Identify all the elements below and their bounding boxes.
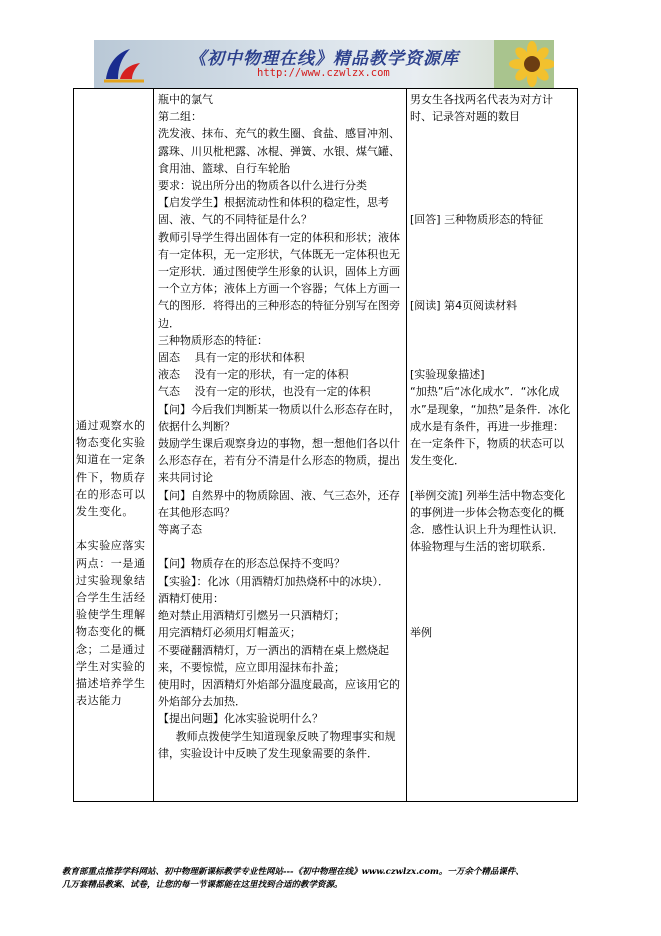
- student-paragraph: [410, 177, 574, 194]
- student-paragraph: [举例交流] 列举生活中物态变化的事例进一步体会物态变化的概念．感性认识上升为理性认识．体验物理与生活的密切联系．: [410, 488, 566, 554]
- student-paragraph: [410, 125, 574, 142]
- student-paragraph: [410, 280, 574, 297]
- student-paragraph: [410, 555, 574, 572]
- header-banner: [94, 40, 554, 88]
- table-divider-1: [153, 88, 154, 802]
- teacher-paragraph: [158, 538, 408, 555]
- student-paragraph: [410, 160, 574, 177]
- teacher-paragraph: 用完酒精灯必须用灯帽盖灭；: [158, 626, 301, 640]
- teacher-paragraph: 【问】自然界中的物质除固、液、气三态外，还存在其他形态吗？: [158, 488, 400, 519]
- teacher-paragraph: 教师点拨使学生知道现象反映了物理事实和规律，实验设计中反映了发生现象需要的条件．: [158, 729, 396, 760]
- teacher-paragraph: 不要碰翻酒精灯，万一洒出的酒精在桌上燃烧起来，不要惊慌，应立即用湿抹布扑盖；: [158, 643, 389, 674]
- table-border-left: [73, 88, 74, 802]
- student-paragraph: [410, 246, 574, 263]
- page-footer: [62, 866, 607, 892]
- student-paragraph: [410, 573, 574, 590]
- student-paragraph: [阅读] 第4页阅读材料: [410, 299, 518, 313]
- student-paragraph: [410, 349, 574, 366]
- objective-spacer: [76, 520, 150, 537]
- student-activity-column: [410, 91, 574, 642]
- teacher-paragraph: 【提出问题】化冰实验说明什么？: [158, 712, 323, 726]
- lesson-plan-table: [73, 88, 578, 802]
- student-paragraph: [410, 590, 574, 607]
- footer-line: 几万套精品教案、试卷，让您的每一节课都能在这里找到合适的教学资源。: [62, 880, 343, 890]
- teacher-paragraph: 要求：说出所分出的物质各以什么进行分类: [158, 179, 367, 193]
- student-paragraph: [410, 607, 574, 624]
- teacher-paragraph: 等离子态: [158, 523, 202, 537]
- student-paragraph: [410, 143, 574, 160]
- teacher-paragraph: 固态 具有一定的形状和体积: [158, 351, 305, 365]
- student-paragraph: [410, 332, 574, 349]
- teacher-paragraph: 酒精灯使用：: [158, 591, 224, 605]
- teacher-paragraph: 【实验】：化冰（用酒精灯加热烧杯中的冰块）．: [158, 574, 389, 588]
- sunflower-icon: [494, 40, 554, 88]
- teacher-activity-column: [158, 91, 408, 762]
- table-border-top: [73, 88, 578, 89]
- objective-text: 通过观察水的物态变化实验知道在一定条件下，物质存在的形态可以发生变化。: [76, 419, 146, 519]
- student-paragraph: 男女生各找两名代表为对方计时、记录答对题的数目: [410, 93, 553, 124]
- teacher-paragraph: 三种物质形态的特征：: [158, 333, 268, 347]
- objective-text: 本实验应落实两点：一是通过实验现象结合学生生活经验使学生理解物态变化的概念；二是通过学生对实验的描述培养学生表达能力: [76, 539, 146, 708]
- teacher-paragraph: 瓶中的氯气: [158, 93, 213, 106]
- objectives-column: [76, 417, 150, 709]
- teacher-paragraph: 使用时，因酒精灯外焰部分温度最高，应该用它的外焰部分去加热．: [158, 677, 400, 709]
- teacher-paragraph: 【问】物质存在的形态总保持不变吗？: [158, 557, 345, 571]
- banner-title: 《初中物理在线》精品教学资源库: [189, 49, 459, 69]
- teacher-paragraph: 第二组：: [158, 110, 202, 124]
- student-paragraph: [410, 194, 574, 211]
- student-paragraph: [实验现象描述]: [410, 368, 485, 382]
- table-border-bottom: [73, 801, 578, 802]
- teacher-paragraph: 液态 没有一定的形状，有一定的体积: [158, 368, 349, 382]
- banner-url[interactable]: http://www.czwlzx.com: [257, 67, 390, 79]
- student-paragraph: [410, 229, 574, 246]
- student-paragraph: 举例: [410, 626, 432, 640]
- teacher-paragraph: 鼓励学生课后观察身边的事物，想一想他们各以什么形态存在，若有分不清是什么形态的物质，提出来共同讨论: [158, 437, 400, 485]
- teacher-paragraph: 【问】今后我们判断某一物质以什么形态存在时，依据什么判断？: [158, 402, 400, 433]
- teacher-paragraph: 绝对禁止用酒精灯引燃另一只酒精灯；: [158, 609, 345, 623]
- student-paragraph: “加热”后“冰化成水”．“冰化成水”是现象，“加热”是条件．冰化成水是有条件，再进一步推理：在一定条件下，物质的状态可以发生变化．: [410, 385, 571, 468]
- teacher-paragraph: 洗发液、抹布、充气的救生圈、食盐、感冒冲剂、露珠、川贝枇杷露、冰棍、弹簧、水银、煤气罐、食用油、篮球、自行车轮胎: [158, 127, 400, 175]
- teacher-paragraph: 气态 没有一定的形状，也没有一定的体积: [158, 385, 371, 399]
- table-border-right: [577, 88, 578, 802]
- student-paragraph: [410, 315, 574, 332]
- teacher-paragraph: 教师引导学生得出固体有一定的体积和形状；液体有一定体积，无一定形状，气体既无一定体积也无一定形状．通过图使学生形象的认识，固体上方画一个立方体；液体上方画一个容器；气体上方画一气的图形．将得出的三种形态的特征分别写在图旁边．: [158, 230, 400, 330]
- site-logo-icon: [100, 45, 148, 85]
- student-paragraph: [410, 469, 574, 486]
- teacher-paragraph: 【启发学生】根据流动性和体积的稳定性，思考固、液、气的不同特征是什么？: [158, 196, 389, 227]
- student-paragraph: [回答] 三种物质形态的特征: [410, 213, 544, 227]
- student-paragraph: [410, 263, 574, 280]
- footer-line: 教育部重点推荐学科网站、初中物理新课标教学专业性网站---《初中物理在线》www.czwlzx.com。一万余个精品课件、: [62, 867, 524, 877]
